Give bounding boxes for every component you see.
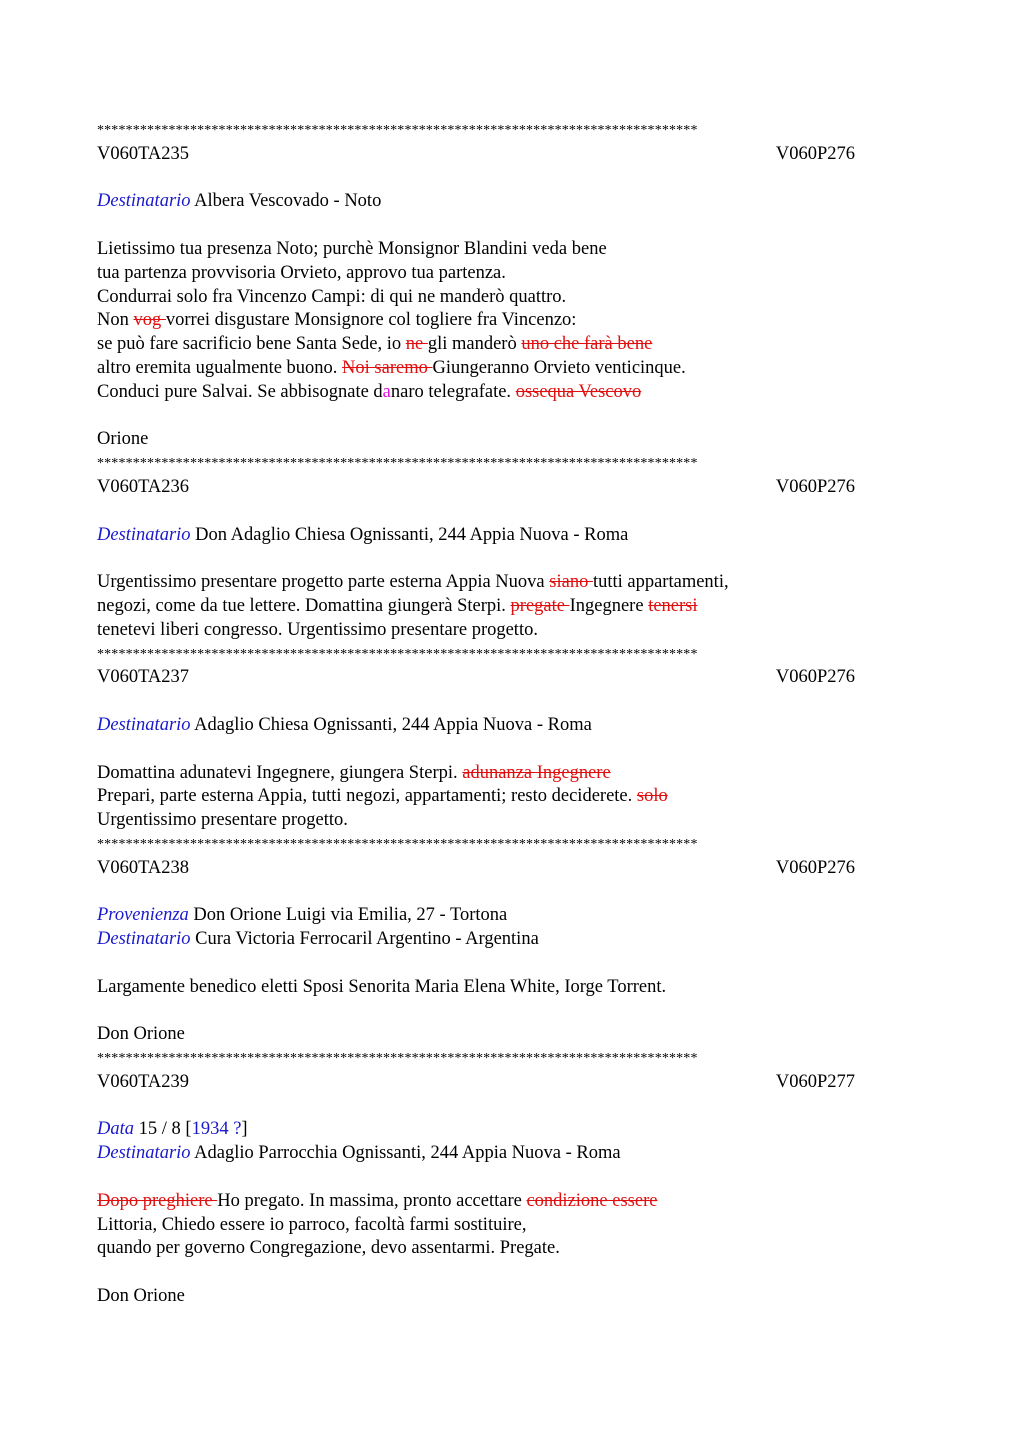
deleted-text: tenersi <box>648 595 698 616</box>
field-value: Don Orione Luigi via Emilia, 27 - Tortona <box>193 905 508 926</box>
separator: ************************************************************************************ <box>97 646 698 662</box>
text-line <box>97 1190 927 1214</box>
deleted-text: ossequa Vescovo <box>515 381 642 402</box>
text-line <box>97 333 927 357</box>
page-ref: V060P276 <box>775 667 855 688</box>
entry-id: V060TA239 <box>97 1071 190 1092</box>
field-line <box>97 714 927 738</box>
text-line <box>97 309 927 333</box>
spacer <box>97 1166 927 1190</box>
field-line <box>97 1142 927 1166</box>
spacer <box>97 1095 927 1119</box>
text-line <box>97 1237 927 1261</box>
field-label: Provenienza <box>97 905 189 926</box>
field-line <box>97 1118 927 1142</box>
text-line <box>97 1214 927 1238</box>
text-segment: Littoria, Chiedo essere io parroco, facoltà farmi sostituire, <box>97 1214 527 1235</box>
field-value: Adaglio Chiesa Ognissanti, 244 Appia Nuova - Roma <box>194 714 592 735</box>
field-value: Adaglio Parrocchia Ognissanti, 244 Appia Nuova - Roma <box>194 1143 621 1164</box>
entry-header <box>97 1071 927 1095</box>
text-segment: Prepari, parte esterna Appia, tutti negozi, appartamenti; resto deciderete. <box>97 786 637 807</box>
spacer <box>97 214 927 238</box>
deleted-text: pregate <box>510 595 570 616</box>
field-line <box>97 524 927 548</box>
entry-header <box>97 476 927 500</box>
entry-header <box>97 666 927 690</box>
document-page <box>97 119 927 1309</box>
entry-id: V060TA236 <box>97 476 190 497</box>
field-line <box>97 928 927 952</box>
field-extra: 1934 ? <box>191 1119 242 1140</box>
separator: ************************************************************************************ <box>97 123 698 138</box>
text-segment: Urgentissimo presentare progetto parte esterna Appia Nuova <box>97 572 550 593</box>
text-line <box>97 571 927 595</box>
spacer <box>97 952 927 976</box>
text-segment: Ingegnere <box>569 595 649 616</box>
page-ref: V060P276 <box>775 476 855 497</box>
text-segment: Non <box>97 310 134 331</box>
spacer <box>97 738 927 762</box>
text-line <box>97 762 927 786</box>
text-line <box>97 809 927 833</box>
deleted-text: Dopo preghiere <box>97 1190 218 1211</box>
deleted-text: adunanza Ingegnere <box>462 762 611 783</box>
field-tail: ] <box>241 1119 248 1140</box>
text-segment: tua partenza provvisoria Orvieto, approvo tua partenza. <box>97 262 506 283</box>
deleted-text: ne <box>405 334 428 355</box>
text-segment: Largamente benedico eletti Sposi Senorita Maria Elena White, Iorge Torrent. <box>97 976 667 997</box>
field-value: Cura Victoria Ferrocaril Argentino - Argentina <box>195 929 539 950</box>
signature: Orione <box>97 429 149 450</box>
spacer <box>97 690 927 714</box>
entry-header <box>97 857 927 881</box>
text-line <box>97 262 927 286</box>
text-line <box>97 619 927 643</box>
separator: ************************************************************************************ <box>97 456 698 472</box>
highlighted-char: a <box>382 381 391 402</box>
spacer <box>97 1261 927 1285</box>
deleted-text: vog <box>133 310 166 331</box>
deleted-text: solo <box>636 786 668 807</box>
deleted-text: uno che farà bene <box>521 334 653 355</box>
field-label: Destinatario <box>97 1143 191 1164</box>
text-segment: Lietissimo tua presenza Noto; purchè Monsignor Blandini veda bene <box>97 238 607 259</box>
text-segment: vorrei disgustare Monsignore col togliere fra Vincenzo: <box>165 310 577 331</box>
text-segment: tenetevi liberi congresso. Urgentissimo presentare progetto. <box>97 619 538 640</box>
text-segment: naro telegrafate. <box>390 381 516 402</box>
spacer <box>97 500 927 524</box>
field-label: Destinatario <box>97 524 191 545</box>
text-segment: Giungeranno Orvieto venticinque. <box>432 357 686 378</box>
text-segment: negozi, come da tue lettere. Domattina giungerà Sterpi. <box>97 595 511 616</box>
field-value: Albera Vescovado - Noto <box>194 191 382 212</box>
text-line <box>97 381 927 405</box>
separator: ************************************************************************************ <box>97 836 698 852</box>
field-value: 15 / 8 [ <box>138 1119 192 1140</box>
signature: Don Orione <box>97 1024 185 1045</box>
spacer <box>97 881 927 905</box>
field-line <box>97 904 927 928</box>
field-label: Destinatario <box>97 714 191 735</box>
signature: Don Orione <box>97 1286 185 1307</box>
field-label: Destinatario <box>97 191 191 212</box>
text-segment: quando per governo Congregazione, devo assentarmi. Pregate. <box>97 1238 560 1259</box>
text-line <box>97 785 927 809</box>
text-segment: Conduci pure Salvai. Se abbisognate d <box>97 381 383 402</box>
spacer <box>97 547 927 571</box>
text-line <box>97 238 927 262</box>
field-line <box>97 190 927 214</box>
text-segment: Ho pregato. In massima, pronto accettare <box>217 1190 527 1211</box>
text-line <box>97 357 927 381</box>
spacer <box>97 999 927 1023</box>
spacer <box>97 167 927 191</box>
text-segment: altro eremita ugualmente buono. <box>97 357 343 378</box>
text-line <box>97 595 927 619</box>
page-ref: V060P276 <box>775 857 855 878</box>
deleted-text: condizione essere <box>526 1190 658 1211</box>
text-segment: Domattina adunatevi Ingegnere, giungera Sterpi. <box>97 762 463 783</box>
entry-header <box>97 143 927 167</box>
field-label: Destinatario <box>97 929 191 950</box>
text-segment: se può fare sacrificio bene Santa Sede, io <box>97 334 406 355</box>
entry-id: V060TA237 <box>97 667 190 688</box>
separator: ************************************************************************************ <box>97 1051 698 1067</box>
text-segment: tutti appartamenti, <box>592 572 729 593</box>
text-segment: Urgentissimo presentare progetto. <box>97 810 348 831</box>
field-label: Data <box>97 1119 134 1140</box>
spacer <box>97 405 927 429</box>
deleted-text: siano <box>549 572 593 593</box>
text-line <box>97 286 927 310</box>
text-segment: Condurrai solo fra Vincenzo Campi: di qui ne manderò quattro. <box>97 286 567 307</box>
field-value: Don Adaglio Chiesa Ognissanti, 244 Appia Nuova - Roma <box>195 524 629 545</box>
deleted-text: Noi saremo <box>342 357 433 378</box>
text-line <box>97 976 927 1000</box>
entry-id: V060TA238 <box>97 857 190 878</box>
page-ref: V060P277 <box>775 1071 855 1092</box>
text-segment: gli manderò <box>427 334 522 355</box>
entry-id: V060TA235 <box>97 143 190 164</box>
page-ref: V060P276 <box>775 143 855 164</box>
